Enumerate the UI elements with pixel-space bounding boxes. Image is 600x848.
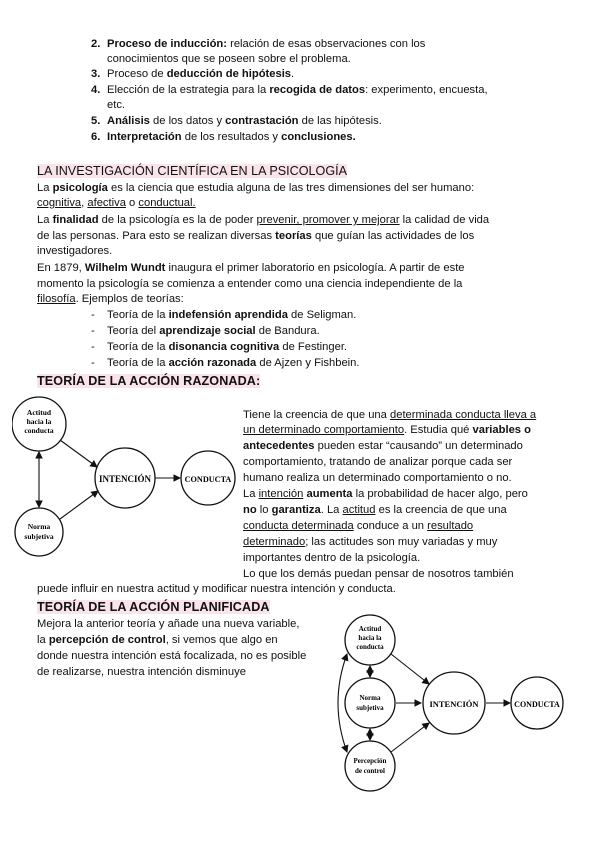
section-title-accion-razonada: TEORÍA DE LA ACCIÓN RAZONADA:: [37, 374, 261, 388]
razonada-line: importantes dentro de la psicología.: [243, 552, 421, 564]
svg-text:de control: de control: [354, 767, 386, 775]
svg-text:hacia la: hacia la: [358, 634, 382, 642]
arrow-actitud-intencion: [391, 654, 429, 684]
svg-text:CONDUCTA: CONDUCTA: [184, 475, 232, 484]
svg-text:Norma: Norma: [27, 522, 51, 531]
razonada-line: La intención aumenta la probabilidad de hacer algo, pero: [243, 488, 528, 500]
svg-text:subjetiva: subjetiva: [24, 532, 54, 541]
step-3: 3. Proceso de deducción de hipótesis.: [91, 68, 295, 80]
norma-node: [345, 678, 395, 728]
planificada-line: donde nuestra intención está focalizada, no es posible: [37, 650, 307, 662]
step-2: 2. Proceso de inducción: relación de esas observaciones con los: [91, 38, 426, 50]
step-2-cont: conocimientos que se poseen sobre el problema.: [107, 53, 351, 65]
razonada-line: Tiene la creencia de que una determinada conducta lleva a: [243, 409, 537, 421]
svg-text:Norma: Norma: [359, 694, 381, 702]
razonada-line: Lo que los demás puedan pensar de nosotros también: [243, 568, 514, 580]
svg-text:subjetiva: subjetiva: [356, 704, 384, 712]
razonada-line: comportamiento, tratando de analizar porque cada ser: [243, 456, 513, 468]
paragraph-finalidad-3: investigadores.: [37, 245, 113, 257]
svg-text:Actitud: Actitud: [358, 625, 382, 633]
paragraph-wundt-3: filosofía. Ejemplos de teorías:: [37, 293, 184, 305]
svg-text:INTENCIÓN: INTENCIÓN: [98, 474, 152, 484]
step-4: 4. Elección de la estrategia para la recogida de datos: experimento, encuesta,: [91, 84, 488, 96]
arrow-actitud-intencion: [60, 440, 97, 467]
razonada-line: conducta determinada conduce a un resultado: [243, 520, 474, 532]
paragraph-finalidad-2: de las personas. Para esto se realizan diversas teorías que guían las actividades de los: [37, 230, 475, 242]
theory-item: - Teoría de la indefensión aprendida de Seligman.: [91, 309, 357, 321]
razonada-line: antecedentes pueden estar “causando” un determinado: [243, 440, 523, 452]
paragraph-finalidad: La finalidad de la psicología es la de poder prevenir, promover y mejorar la calidad de vida: [37, 214, 490, 226]
percepcion-node: [345, 741, 395, 791]
step-6: 6. Interpretación de los resultados y conclusiones.: [91, 131, 356, 143]
svg-text:INTENCIÓN: INTENCIÓN: [429, 699, 479, 709]
theory-item: - Teoría de la disonancia cognitiva de Festinger.: [91, 341, 348, 353]
planificada-line: Mejora la anterior teoría y añade una nueva variable,: [37, 618, 300, 630]
razonada-line: determinado; las actitudes son muy variadas y muy: [243, 536, 498, 548]
paragraph-dimensiones: cognitiva, afectiva o conductual.: [37, 197, 196, 209]
paragraph-wundt-2: momento la psicología se comienza a entender como una ciencia independiente de la: [37, 278, 463, 290]
razonada-line: no lo garantiza. La actitud es la creencia de que una: [243, 504, 507, 516]
section-title-accion-planificada: TEORÍA DE LA ACCIÓN PLANIFICADA: [37, 600, 270, 614]
step-4-cont: etc.: [107, 99, 126, 111]
svg-text:Percepción: Percepción: [353, 757, 387, 765]
diagram-accion-razonada: [12, 392, 244, 558]
theory-item: - Teoría del aprendizaje social de Bandura.: [91, 325, 320, 337]
arrow-norma-intencion: [60, 491, 98, 519]
svg-text:Actitud: Actitud: [26, 408, 52, 417]
diagram-accion-planificada: [335, 610, 565, 792]
svg-text:CONDUCTA: CONDUCTA: [514, 700, 560, 709]
paragraph-psicologia: La psicología es la ciencia que estudia alguna de las tres dimensiones del ser humano:: [37, 182, 475, 194]
razonada-line: un determinado comportamiento. Estudia qué variables o: [243, 424, 531, 436]
razonada-line: humano realiza un determinado comportamiento o no.: [243, 472, 512, 484]
planificada-line: de realizarse, nuestra intención disminuye: [37, 666, 246, 678]
razonada-line: puede influir en nuestra actitud y modificar nuestra intención y conducta.: [37, 583, 396, 595]
step-5: 5. Análisis de los datos y contrastación de las hipótesis.: [91, 115, 382, 127]
svg-text:conducta: conducta: [24, 426, 54, 435]
paragraph-wundt: En 1879, Wilhelm Wundt inaugura el primer laboratorio en psicología. A partir de este: [37, 262, 465, 274]
section-title-investigacion: LA INVESTIGACIÓN CIENTÍFICA EN LA PSICOLOGÍA: [37, 164, 348, 178]
planificada-line: la percepción de control, si vemos que algo en: [37, 634, 278, 646]
theory-item: - Teoría de la acción razonada de Ajzen y Fishbein.: [91, 357, 360, 369]
svg-text:conducta: conducta: [356, 643, 384, 651]
arrow-percepcion-intencion: [391, 723, 429, 752]
svg-text:hacia la: hacia la: [26, 417, 52, 426]
